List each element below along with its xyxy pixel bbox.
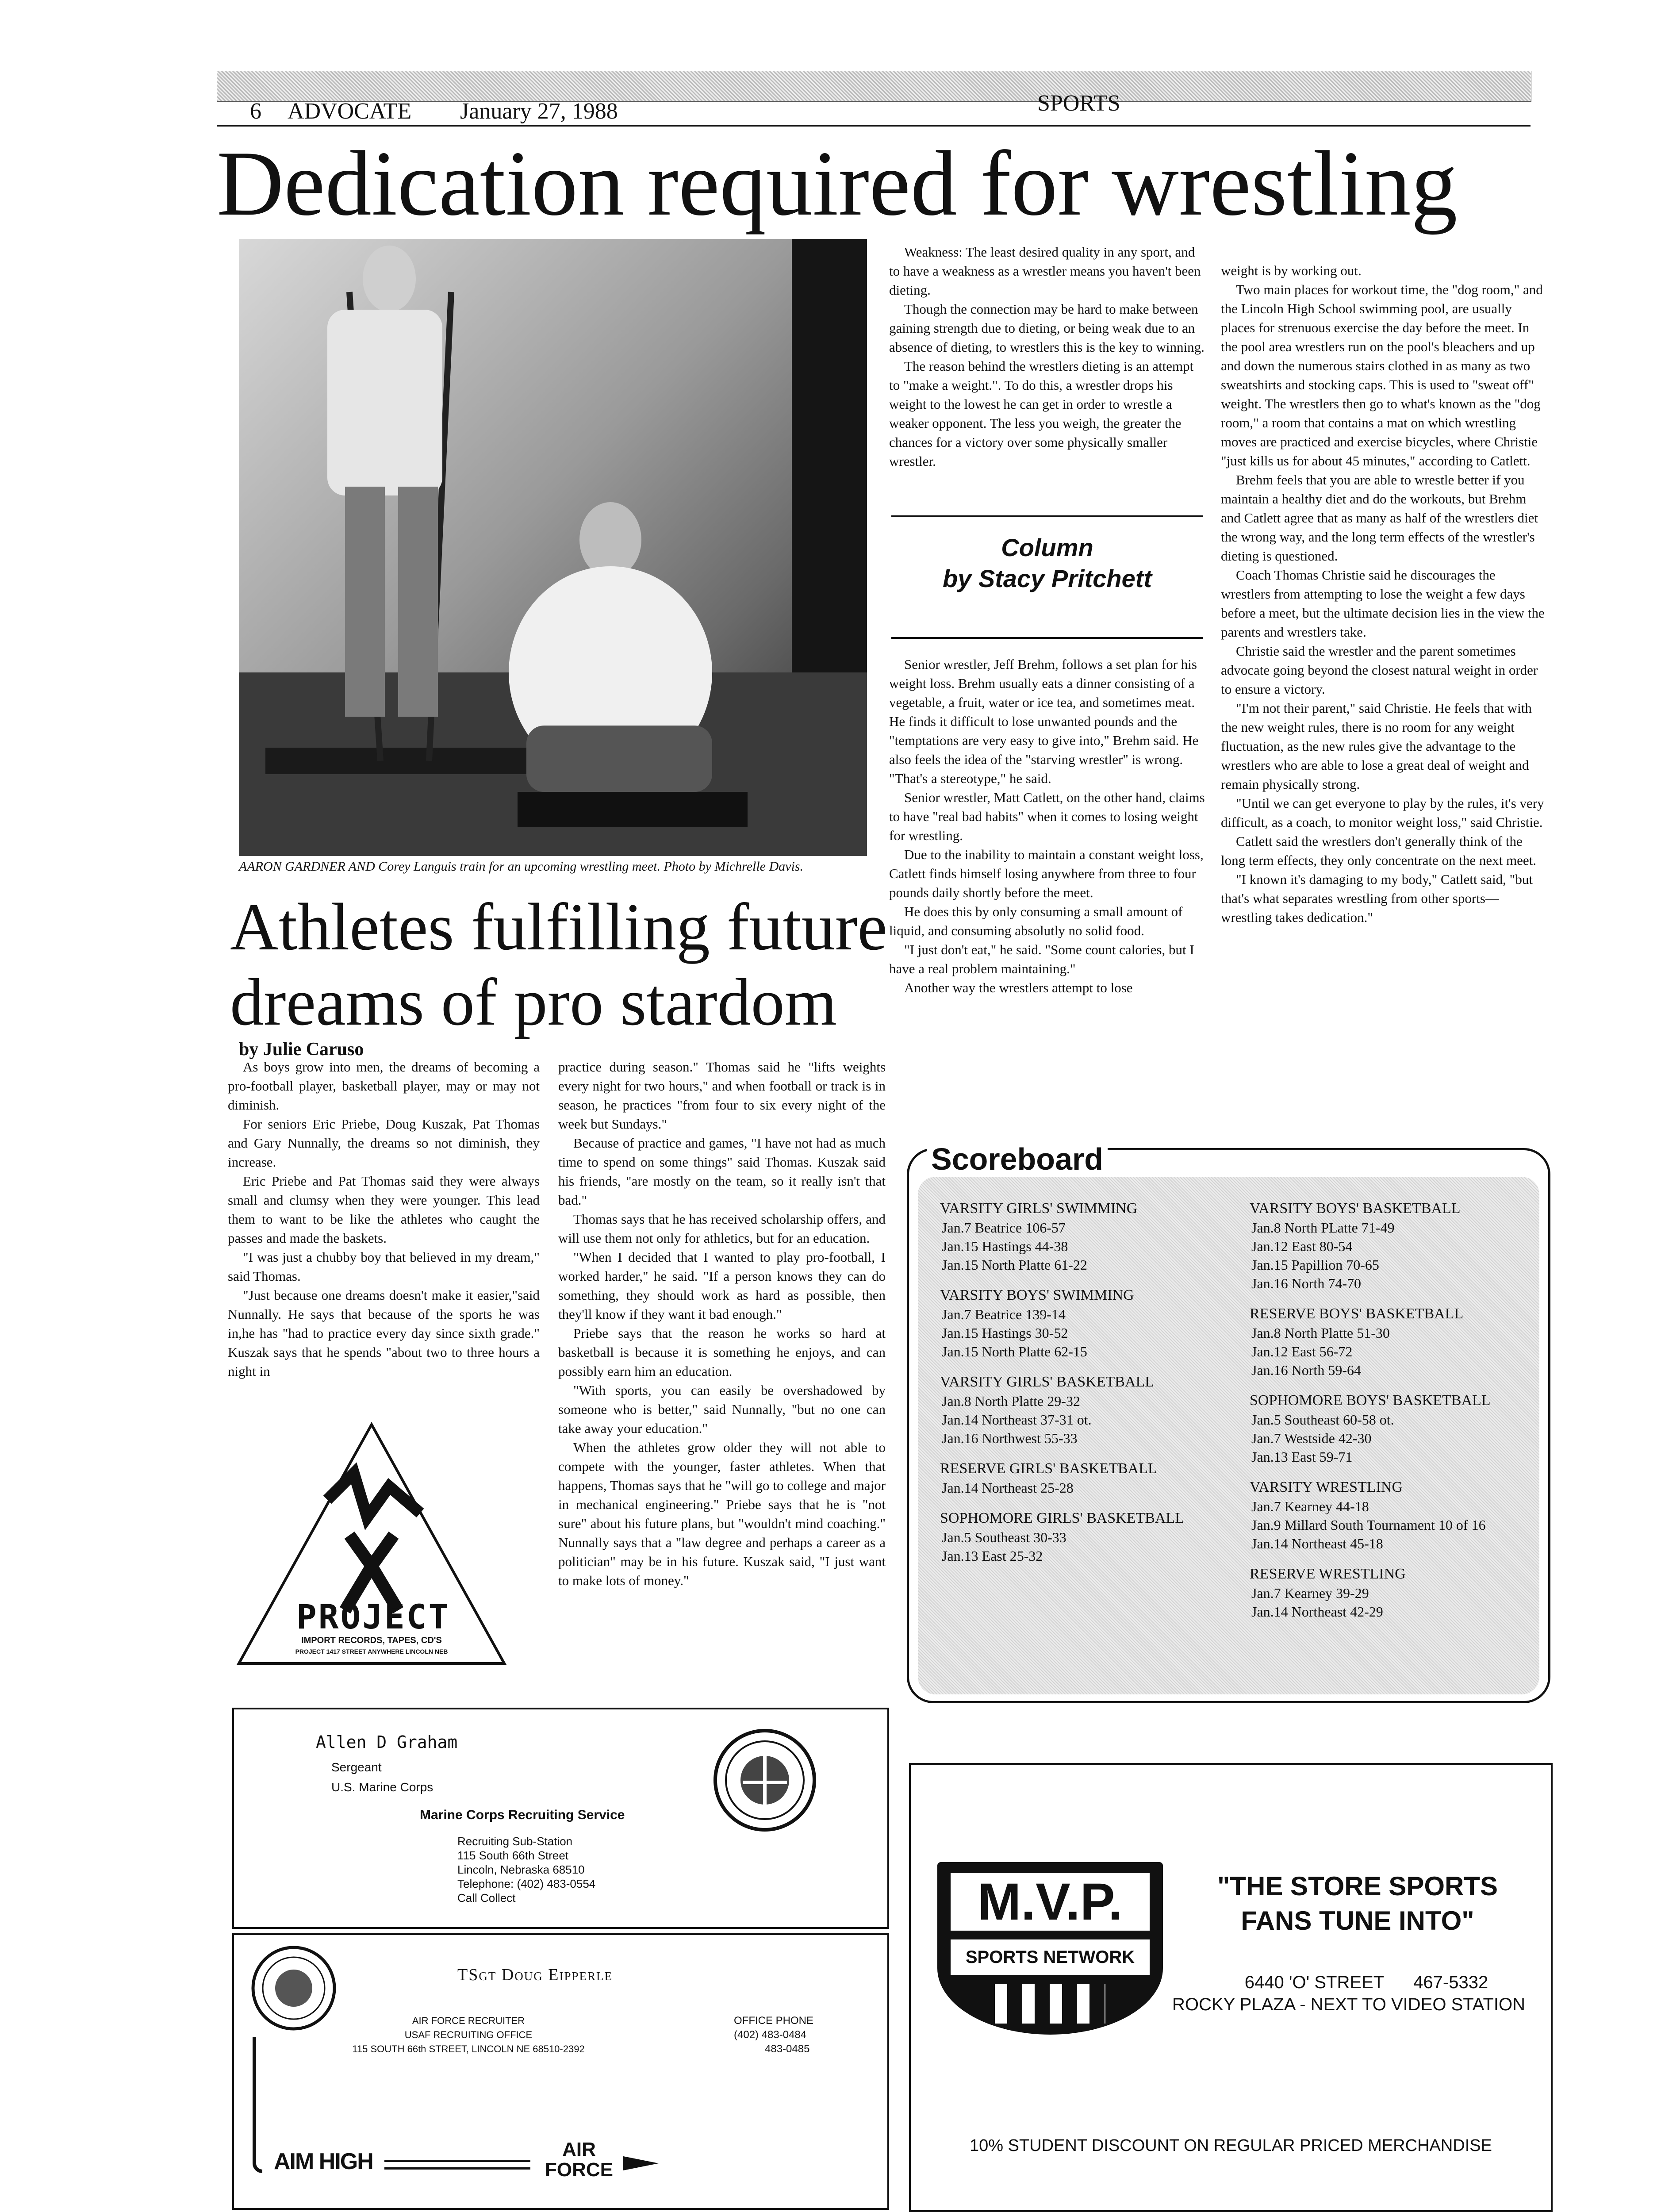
scoreboard-section-title: VARSITY GIRLS' SWIMMING: [940, 1200, 1138, 1217]
scoreboard-result: Jan.7 Kearney 39-29: [1251, 1585, 1369, 1601]
athletes-byline: by Julie Caruso: [239, 1039, 364, 1060]
scoreboard-section-title: RESERVE GIRLS' BASKETBALL: [940, 1460, 1157, 1477]
marine-recruiter-name: Allen D Graham: [316, 1732, 458, 1752]
scoreboard-result: Jan.16 North 74-70: [1251, 1275, 1361, 1291]
scoreboard-result: Jan.13 East 25-32: [942, 1548, 1043, 1564]
athletes-paragraph: "With sports, you can easily be overshadowed by someone who is better," said Nunnally, "but no one can take away your education.": [558, 1382, 886, 1436]
athletes-paragraph: "Just because one dreams doesn't make it easier,"said Nunnally. He says that because of the sports he was in,he has "had to practice every day since sixth grade." Kuszak says that he spends "about two to three hours a night in: [228, 1287, 540, 1379]
marine-recruiter-rank: Sergeant: [331, 1760, 382, 1774]
aim-high-lines: [384, 2160, 530, 2170]
column-rule-top: [891, 515, 1203, 517]
scoreboard-section-title: SOPHOMORE BOYS' BASKETBALL: [1250, 1392, 1491, 1409]
wrestling-paragraph: "Until we can get everyone to play by the rules, it's very difficult, as a coach, to monitor weight loss," said Christie.: [1221, 795, 1544, 830]
athletes-column-2: [558, 1057, 886, 1672]
column-rule-bottom: [891, 637, 1203, 639]
mvp-address: 6440 'O' STREET 467-5332: [1244, 1973, 1488, 1992]
aim-high-slogan: AIM HIGH: [274, 2149, 373, 2174]
athletes-headline-line1: Athletes fulfilling future: [230, 890, 887, 964]
scoreboard-result: Jan.16 Northwest 55-33: [942, 1430, 1078, 1446]
scoreboard-result: Jan.13 East 59-71: [1251, 1449, 1353, 1465]
wrestling-paragraph: Senior wrestler, Matt Catlett, on the other hand, claims to have "real bad habits" when it comes to losing weight for wrestling.: [889, 790, 1205, 843]
scoreboard-result: Jan.7 Beatrice 139-14: [942, 1306, 1066, 1322]
mvp-logo-subtitle: SPORTS NETWORK: [951, 1939, 1150, 1975]
athletes-paragraph: "I was just a chubby boy that believed in my dream," said Thomas.: [228, 1249, 540, 1284]
scoreboard-section: [1250, 1391, 1533, 1466]
scoreboard-result: Jan.5 Southeast 30-33: [942, 1529, 1066, 1545]
project-ad-line2: PROJECT 1417 STREET ANYWHERE LINCOLN NEB: [295, 1648, 448, 1655]
wrestling-column-2: [1221, 261, 1548, 1133]
scoreboard-result: Jan.15 Hastings 44-38: [942, 1238, 1068, 1254]
scoreboard-section: [940, 1199, 1258, 1274]
scoreboard-result: Jan.15 North Platte 62-15: [942, 1344, 1087, 1359]
scoreboard-section-title: VARSITY BOYS' BASKETBALL: [1250, 1200, 1461, 1217]
scoreboard-section-title: RESERVE BOYS' BASKETBALL: [1250, 1306, 1464, 1322]
issue-date: January 27, 1988: [460, 99, 618, 124]
main-headline: Dedication required for wrestling: [217, 132, 1458, 235]
scoreboard-result: Jan.8 North Platte 51-30: [1251, 1325, 1390, 1341]
athletes-paragraph: For seniors Eric Priebe, Doug Kuszak, Pat Thomas and Gary Nunnally, the dreams so not diminish, they increase.: [228, 1116, 540, 1170]
scoreboard-result: Jan.7 Westside 42-30: [1251, 1430, 1372, 1446]
scoreboard-section-title: RESERVE WRESTLING: [1250, 1566, 1406, 1582]
scoreboard-section-title: VARSITY WRESTLING: [1250, 1479, 1403, 1495]
mvp-logo-stripes: [995, 1984, 1105, 2024]
marine-recruiter-branch: U.S. Marine Corps: [331, 1780, 433, 1794]
marine-address-line: Telephone: (402) 483-0554: [457, 1877, 596, 1890]
page-number: 6: [250, 99, 261, 124]
scoreboard-result: Jan.15 North Platte 61-22: [942, 1257, 1087, 1273]
marine-recruiter-ad: [232, 1708, 889, 1929]
scoreboard-result: Jan.15 Hastings 30-52: [942, 1325, 1068, 1341]
marine-address-line: Lincoln, Nebraska 68510: [457, 1863, 585, 1876]
wrestling-paragraph: "I'm not their parent," said Christie. He feels that with the new weight rules, there is no room for any weight fluctuation, as the new rules give the advantage to the wrestlers who are able to lose a great deal of weight and remain physically strong.: [1221, 700, 1532, 792]
scoreboard-title: Scoreboard: [927, 1141, 1108, 1177]
scoreboard-section-title: VARSITY BOYS' SWIMMING: [940, 1287, 1134, 1303]
scoreboard-section-title: SOPHOMORE GIRLS' BASKETBALL: [940, 1510, 1185, 1526]
airforce-phones: [734, 2014, 867, 2056]
scoreboard-result: Jan.7 Kearney 44-18: [1251, 1498, 1369, 1514]
project-ad-line1: IMPORT RECORDS, TAPES, CD'S: [301, 1636, 442, 1645]
scoreboard-left-column: [940, 1199, 1258, 1577]
mvp-logo-text: M.V.P.: [951, 1873, 1150, 1931]
photo-caption: AARON GARDNER AND Corey Languis train for an upcoming wrestling meet. Photo by Michrelle Davis.: [239, 859, 803, 874]
airforce-recruiter-name: TSgt Doug Eipperle: [457, 1966, 613, 1984]
athletes-column-1: [228, 1057, 540, 1420]
mvp-location: ROCKY PLAZA - NEXT TO VIDEO STATION: [1172, 1995, 1525, 2014]
athletes-paragraph: practice during season." Thomas said he "lifts weights every night for two hours," and when football or track is in season, he practices "from four to six every night of the week but Sundays.": [558, 1059, 886, 1132]
wrestling-column-1-top: [889, 242, 1205, 512]
section-name: SPORTS: [1037, 91, 1120, 116]
scoreboard-result: Jan.15 Papillion 70-65: [1251, 1257, 1379, 1273]
scoreboard-section: [940, 1372, 1258, 1448]
athletes-paragraph: "When I decided that I wanted to play pro-football, I worked harder," he said. "If a person knows they can do something, they should work as hard as possible, then they'll know if they want it bad enough.": [558, 1249, 886, 1322]
project-ad-title: PROJECT: [296, 1597, 451, 1636]
scoreboard-section: [1250, 1564, 1533, 1621]
mvp-tagline-1: "THE STORE SPORTS: [1217, 1871, 1498, 1901]
wrestling-paragraph: "I just don't eat," he said. "Some count calories, but I have a real problem maintaining.": [889, 942, 1194, 976]
wrestling-paragraph: weight is by working out.: [1221, 263, 1362, 278]
marine-address: [457, 1834, 595, 1905]
athletes-paragraph: As boys grow into men, the dreams of becoming a pro-football player, basketball player, may or may not diminish.: [228, 1059, 540, 1113]
athletes-paragraph: Thomas says that he has received scholarship offers, and will use them not only for athletics, but for an education.: [558, 1211, 886, 1246]
scoreboard-result: Jan.16 North 59-64: [1251, 1362, 1361, 1378]
athletes-paragraph: Eric Priebe and Pat Thomas said they were always small and clumsy when they were younger. This lead them to want to be like the athletes who caught the passes and made the baskets.: [228, 1173, 540, 1246]
airforce-info: [336, 2014, 601, 2056]
scoreboard-result: Jan.12 East 80-54: [1251, 1238, 1353, 1254]
marine-address-line: Recruiting Sub-Station: [457, 1835, 573, 1848]
wrestling-paragraph: Weakness: The least desired quality in any sport, and to have a weakness as a wrestler means you haven't been dieting.: [889, 244, 1201, 298]
scoreboard-right-column: [1250, 1199, 1533, 1632]
scoreboard-result: Jan.14 Northeast 37-31 ot.: [942, 1412, 1092, 1428]
wrestling-paragraph: Christie said the wrestler and the parent sometimes advocate going beyond the closest natural weight in order to ensure a victory.: [1221, 643, 1538, 697]
mvp-logo: [937, 1862, 1163, 2035]
marine-corps-seal-icon: [712, 1727, 818, 1833]
athletes-paragraph: When the athletes grow older they will not able to compete with the younger, faster athletes. When that happens, Thomas says that he "will go to college and major in mechanical engineering." Priebe says that he is "not sure" about his future plans, but "wouldn't mind coaching." Nunnally says that a "law degree and perhaps a career as a politician" may be in his future. Kuszak said, "I just want to make lots of money.": [558, 1440, 886, 1588]
airforce-info-line: 115 SOUTH 66th STREET, LINCOLN NE 68510-2392: [352, 2043, 585, 2055]
column-label: Column: [1001, 534, 1093, 561]
wrestling-paragraph: He does this by only consuming a small amount of liquid, and consuming absolutly no solid food.: [889, 904, 1183, 938]
wrestling-paragraph: Another way the wrestlers attempt to lose: [904, 980, 1133, 995]
mvp-tagline-2: FANS TUNE INTO": [1241, 1906, 1474, 1936]
wrestling-paragraph: Catlett said the wrestlers don't generally think of the long term effects, they only concentrate on the next meet.: [1221, 833, 1537, 868]
scoreboard-section: [940, 1459, 1258, 1497]
marine-recruiting-service: Marine Corps Recruiting Service: [420, 1808, 625, 1822]
scoreboard-section: [940, 1509, 1258, 1565]
mvp-ad: [909, 1763, 1553, 2212]
header-rule: [217, 125, 1531, 127]
wrestling-paragraph: Two main places for workout time, the "dog room," and the Lincoln High School swimming pool, are usually places for strenuous exercise the day before the meet. In the pool area wrestlers run on the pool's bleachers and up and down the numerous stairs clothed in as many as two sweatshirts and stocking caps. This is used to "sweat off" weight. The wrestlers then go to what's known as the "dog room," a room that contains a mat on which wrestling moves are practiced and exercise bicycles, where Christie "just kills us for about 45 minutes," according to Catlett.: [1221, 282, 1543, 469]
wrestling-paragraph: "I known it's damaging to my body," Catlett said, "but that's what separates wrestling from other sports—wrestling takes dedication.": [1221, 872, 1533, 925]
scoreboard-section-title: VARSITY GIRLS' BASKETBALL: [940, 1374, 1155, 1390]
wrestling-paragraph: Due to the inability to maintain a constant weight loss, Catlett finds himself losing anywhere from three to four pounds daily shortly before the meet.: [889, 847, 1204, 900]
aim-high-bracket: [253, 2037, 262, 2173]
airforce-phone-label: OFFICE PHONE: [734, 2015, 814, 2027]
wrestling-paragraph: The reason behind the wrestlers dieting is an attempt to "make a weight.". To do this, a wrestler drops his weight to the lowest he can get in order to wrestle a weaker opponent. The less you weigh, the greater the chances for a victory over some physically smaller wrestler.: [889, 358, 1194, 469]
wrestling-column-1-bottom: [889, 655, 1205, 1128]
scoreboard-section: [1250, 1199, 1533, 1293]
airforce-info-line: AIR FORCE RECRUITER: [412, 2015, 525, 2026]
airforce-phone: 483-0485: [765, 2043, 810, 2055]
wrestling-paragraph: Senior wrestler, Jeff Brehm, follows a set plan for his weight loss. Brehm usually eats a dinner consisting of a vegetable, a fruit, water or ice tea, and sometimes meat. He finds it difficult to lose unwanted pounds and the "temptations are very easy to give into," Brehm said. He also feels the idea of the "starving wrestler" is wrong. "That's a stereotype," he said.: [889, 657, 1199, 786]
scoreboard-result: Jan.12 East 56-72: [1251, 1344, 1353, 1359]
scoreboard-result: Jan.8 North PLatte 71-49: [1251, 1220, 1395, 1236]
scoreboard-section: [1250, 1304, 1533, 1379]
scoreboard-section: [1250, 1478, 1533, 1553]
marine-address-line: 115 South 66th Street: [457, 1849, 569, 1862]
wrestling-paragraph: Though the connection may be hard to make between gaining strength due to dieting, or being weak due to an absence of dieting, to wrestlers this is the key to winning.: [889, 301, 1205, 355]
scoreboard-result: Jan.9 Millard South Tournament 10 of 16: [1251, 1517, 1486, 1533]
airforce-info-line: USAF RECRUITING OFFICE: [404, 2029, 533, 2040]
scoreboard-section: [940, 1286, 1258, 1361]
air-force-slogan: AIR FORCE: [545, 2139, 613, 2181]
scoreboard-result: Jan.5 Southeast 60-58 ot.: [1251, 1412, 1394, 1428]
wrestlers-photo: [239, 239, 867, 856]
athletes-headline-line2: dreams of pro stardom: [230, 965, 837, 1039]
wrestling-paragraph: Coach Thomas Christie said he discourages the wrestlers from attempting to lose the weight a few days before a meet, but the ultimate decision lies in the view the parents and wrestlers take.: [1221, 567, 1545, 640]
column-byline: by Stacy Pritchett: [942, 565, 1152, 592]
header-pattern-bar: [217, 71, 1531, 102]
scoreboard-result: Jan.14 Northeast 45-18: [1251, 1536, 1383, 1551]
athletes-paragraph: Priebe says that the reason he works so hard at basketball is because it is something he enjoys, and can possibly earn him an education.: [558, 1325, 886, 1379]
air-force-seal-icon: [249, 1944, 338, 2032]
marine-address-line: Call Collect: [457, 1891, 516, 1905]
paper-name: ADVOCATE: [288, 99, 412, 124]
project-ad: [234, 1420, 509, 1668]
mvp-discount: 10% STUDENT DISCOUNT ON REGULAR PRICED MERCHANDISE: [969, 2136, 1492, 2155]
athletes-paragraph: Because of practice and games, "I have not had as much time to spend on some things" said Thomas. Kuszak said his friends, "are mostly on the team, so it really isn't that bad.": [558, 1135, 886, 1208]
air-force-wing: [623, 2156, 659, 2170]
scoreboard-result: Jan.7 Beatrice 106-57: [942, 1220, 1066, 1236]
photo-illustration: [239, 239, 867, 856]
wrestling-paragraph: Brehm feels that you are able to wrestle better if you maintain a healthy diet and do the workouts, but Brehm and Catlett agree that as many as half of the wrestlers diet the wrong way, and the long term effects of the wrestler's dieting is questioned.: [1221, 472, 1538, 564]
scoreboard-result: Jan.14 Northeast 25-28: [942, 1480, 1074, 1496]
scoreboard-result: Jan.8 North Platte 29-32: [942, 1393, 1080, 1409]
airforce-recruiter-ad: [232, 1933, 889, 2210]
airforce-phone: (402) 483-0484: [734, 2029, 807, 2041]
scoreboard-result: Jan.14 Northeast 42-29: [1251, 1604, 1383, 1620]
